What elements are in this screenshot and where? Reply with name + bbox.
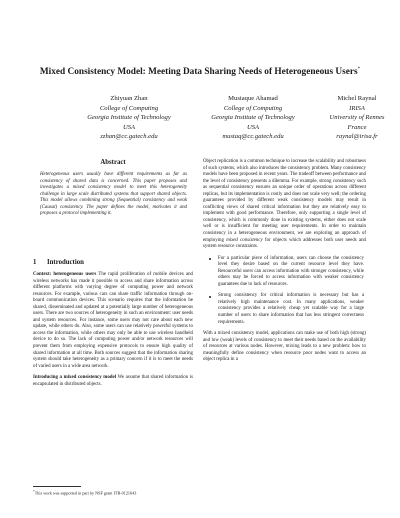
abstract-text: Heterogeneous users usually have different requirements as far as consistency of shared data is concerned. This paper proposes and investigates a mixed consistency model to meet this heterogeneity challenge in large scale distributed systems that support shared objects. This model allows combining strong (Sequential) consistency and weak (Causal) consistency. The paper defines the model, motivates it and proposes a protocol implementing it. (40, 172, 187, 217)
footnote (33, 489, 193, 496)
author-institution: University of Rennes (329, 114, 385, 122)
bullet-list (203, 256, 366, 326)
footnote-text: This work was supported in part by NSF grant ITR-0121643 (34, 490, 137, 496)
author-country: USA (246, 123, 260, 131)
paragraph (203, 331, 366, 364)
section-heading (33, 259, 193, 267)
bullet-item (203, 293, 366, 326)
author-affiliation: College of Computing (223, 104, 283, 112)
runin-heading: Context: heterogeneous users (33, 272, 97, 277)
paper-title-text: Mixed Consistency Model: Meeting Data Sharing Needs of Heterogeneous Users (39, 67, 358, 77)
author-institution: Georgia Institute of Technology (211, 114, 295, 122)
bullet-text: Strong consistency for critical information is necessary but has a relatively high maintenance cost. In many applications, weaker consistency provides a relatively cheap yet scalable way for a large number of users to share information that has less stringent correctness requirements. (218, 293, 364, 325)
author-country: France (347, 123, 367, 131)
author-1 (70, 94, 188, 142)
paragraph (33, 375, 193, 388)
footnote-mark: * (33, 489, 35, 493)
author-name: Mustaque Ahamad (228, 95, 278, 102)
author-affiliation: IRISA (349, 104, 365, 112)
author-email: zzhan@cc.gatech.edu (100, 133, 158, 141)
paragraph (33, 272, 193, 370)
right-column-body (203, 159, 366, 364)
author-affiliation: College of Computing (99, 104, 159, 112)
emphasis-term: mixed consistency (226, 237, 263, 243)
bullet-text: For a particular piece of information, users can choose the consistency level they desire based on the current resource level they have. Resourceful users can access information with stronger consistency, while others may be forced to access information with weaker consistency guarantees due to lack of resources. (218, 255, 364, 287)
author-3 (302, 94, 400, 142)
author-country: USA (122, 123, 136, 131)
paragraph-text: With a mixed consistency model, applications can make use of both high (strong) and low (weak) levels of consistency to meet their needs based on the availability of resources at various nodes. However, mixing leads to a new problem: how to meaningfully define consistency when resource poor nodes want to access an object replica in a (203, 331, 366, 363)
section-number: 1 (33, 259, 37, 266)
runin-heading: Introducing a mixed consistency model (33, 375, 117, 381)
author-name: Michel Raynal (337, 95, 377, 102)
author-institution: Georgia Institute of Technology (87, 114, 171, 122)
paper-title (20, 64, 380, 78)
paragraph-text: We assume that shared information is encapsulated in distributed objects. (33, 375, 193, 387)
paragraph-text: The rapid proliferation of mobile devices and wireless networks has made it possible to access and share information across different platforms with varying degree of computing power and network resources. For example, various cars can share traffic information through on-board communication devices. This scenario requires that the information be shared, disseminated and updated at a potentially large number of heterogeneous users. There are two sources of heterogeneity in such an environment: user needs and system resources. For instance, some users may not care about each new update, while others do. Also, some users can use relatively powerful systems to access the information, while others may only be able to use wireless handheld device to do so. The lack of computing power and/or network resources will prevent them from employing expensive protocols to ensure high quality of shared information at all time. Both sources suggest that the information sharing system should take heterogeneity as a primary concern if it is to meet the needs of varied users in a wide area network. (33, 272, 193, 369)
author-2 (194, 94, 312, 142)
paragraph-text: Object replication is a common technique to increase the scalability and robustness of such systems, which also introduces the consistency problem. Many consistency models have been proposed in recent years. The tradeoff between performance and the level of consistency presents a dilemma. For example, strong consistency such as sequential consistency ensures an unique order of operations across different replicas, but its implementation is costly and does not scale very well; the ordering guarantees provided by different weak consistency models may result in conflicting views of shared critical information but they are relatively easy to implement with good performance. Therefore, only supporting a single level of consistency, which is commonly done in existing systems, either does not scale well or is insufficient for meeting user requirements. In order to maintain consistency in a heterogeneous environment, we are exploring an approach of employing (203, 159, 366, 243)
author-email: mustaq@cc.gatech.edu (222, 133, 284, 141)
paragraph-text: for objects which addresses both user needs and system resource constraints. (203, 237, 366, 250)
author-block (0, 94, 400, 154)
introduction-body (33, 272, 193, 388)
abstract-heading: Abstract (100, 159, 126, 166)
footnote-rule (33, 486, 81, 487)
paragraph (203, 159, 366, 251)
bullet-item (203, 256, 366, 289)
author-email: raynal@irisa.fr (336, 133, 378, 141)
section-title: Introduction (47, 259, 84, 266)
author-name: Zhiyuan Zhan (110, 95, 148, 102)
bullet-icon (209, 296, 211, 298)
bullet-icon (209, 258, 211, 260)
title-footnote-mark: * (357, 67, 361, 72)
